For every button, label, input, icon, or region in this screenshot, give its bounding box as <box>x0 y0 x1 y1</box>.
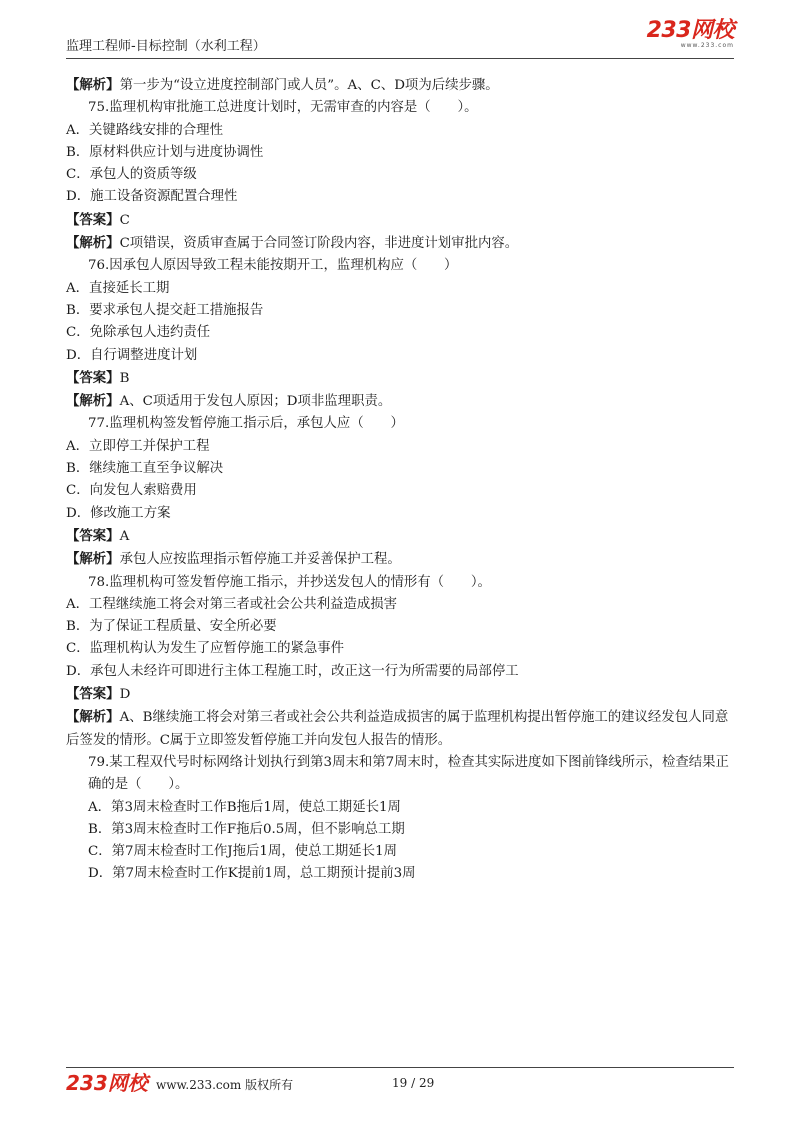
option-78-a: A．工程继续施工将会对第三者或社会公共利益造成损害 <box>66 596 398 612</box>
option-79-b: B．第3周末检查时工作F拖后0.5周，但不影响总工期 <box>88 821 405 837</box>
option-76-b: B．要求承包人提交赶工措施报告 <box>66 302 264 318</box>
option-77-c: C．向发包人索赔费用 <box>66 483 197 499</box>
explanation-74 <box>66 74 736 97</box>
header-divider <box>66 58 734 59</box>
option-75-b: B．原材料供应计划与进度协调性 <box>66 144 264 160</box>
explanation-tag: 【解析】 <box>66 709 120 726</box>
document-body <box>66 74 736 886</box>
option-75-a: A．关键路线安排的合理性 <box>66 122 223 138</box>
page-number: 19 / 29 <box>392 1076 435 1090</box>
explanation-text: C项错误，资质审查属于合同签订阶段内容，非进度计划审批内容。 <box>119 236 519 252</box>
option-79-d: D．第7周末检查时工作K提前1周，总工期预计提前3周 <box>88 866 416 882</box>
answer-value: B <box>119 370 130 386</box>
footer-divider <box>66 1067 734 1068</box>
option-76-d: D．自行调整进度计划 <box>66 347 198 363</box>
explanation-tag: 【解析】 <box>66 551 120 568</box>
explanation-tag: 【解析】 <box>66 235 120 252</box>
option-78-b: B．为了保证工程质量、安全所必要 <box>66 619 277 635</box>
option-75-c: C．承包人的资质等级 <box>66 167 197 183</box>
option-75-d: D．施工设备资源配置合理性 <box>66 189 238 205</box>
option-77-b: B．继续施工直至争议解决 <box>66 461 224 477</box>
logo-url: www.233.com <box>680 42 734 49</box>
explanation-77 <box>66 548 736 571</box>
option-78-d: D．承包人未经许可即进行主体工程施工时，改正这一行为所需要的局部停工 <box>66 663 519 679</box>
option-76-c: C．免除承包人违约责任 <box>66 325 211 341</box>
answer-78 <box>66 683 736 706</box>
answer-tag: 【答案】 <box>66 211 120 228</box>
answer-77 <box>66 525 736 548</box>
question-77: 77.监理机构签发暂停施工指示后，承包人应（ ） <box>88 416 404 432</box>
question-75: 75.监理机构审批施工总进度计划时，无需审查的内容是（ ）。 <box>88 100 478 116</box>
answer-tag: 【答案】 <box>66 369 120 386</box>
logo-text: 233网校 <box>646 18 734 43</box>
question-79: 79.某工程双代号时标网络计划执行到第3周末和第7周末时，检查其实际进度如下图前锋线所示，检查结果正确的是（ ）。 <box>88 754 729 793</box>
question-78: 78.监理机构可签发暂停施工指示，并抄送发包人的情形有（ ）。 <box>88 574 491 590</box>
answer-76 <box>66 367 736 390</box>
option-79-a: A．第3周末检查时工作B拖后1周，使总工期延长1周 <box>88 799 401 815</box>
explanation-text: 第一步为“设立进度控制部门或人员”。A、C、D项为后续步骤。 <box>119 78 499 93</box>
explanation-text: 承包人应按监理指示暂停施工并妥善保护工程。 <box>119 552 401 568</box>
explanation-75 <box>66 232 736 255</box>
option-79-c: C．第7周末检查时工作J拖后1周，使总工期延长1周 <box>88 844 397 860</box>
option-78-c: C．监理机构认为发生了应暂停施工的紧急事件 <box>66 641 345 657</box>
option-77-a: A．立即停工并保护工程 <box>66 438 210 454</box>
option-77-d: D．修改施工方案 <box>66 505 171 521</box>
answer-value: A <box>119 528 130 544</box>
explanation-text: A、C项适用于发包人原因；D项非监理职责。 <box>119 394 392 410</box>
option-76-a: A．直接延长工期 <box>66 280 170 296</box>
explanation-76 <box>66 390 736 413</box>
page-footer <box>66 1072 734 1096</box>
footer-logo: 233网校 <box>66 1071 148 1095</box>
explanation-tag: 【解析】 <box>66 393 120 410</box>
explanation-text: A、B继续施工将会对第三者或社会公共利益造成损害的属于监理机构提出暂停施工的建议经发包人同意后签发的情形。C属于立即签发暂停施工并向发包人报告的情形。 <box>66 710 729 748</box>
answer-tag: 【答案】 <box>66 527 120 544</box>
answer-value: C <box>119 212 130 228</box>
explanation-78 <box>66 706 736 752</box>
header-title: 监理工程师-目标控制（水利工程） <box>66 39 266 54</box>
answer-tag: 【答案】 <box>66 686 120 703</box>
answer-75 <box>66 209 736 232</box>
page-header <box>66 18 734 60</box>
question-76: 76.因承包人原因导致工程未能按期开工，监理机构应（ ） <box>88 258 458 274</box>
answer-value: D <box>119 687 131 703</box>
brand-logo <box>647 20 734 50</box>
explanation-tag: 【解析】 <box>66 77 120 93</box>
copyright-text: www.233.com 版权所有 <box>156 1078 294 1092</box>
